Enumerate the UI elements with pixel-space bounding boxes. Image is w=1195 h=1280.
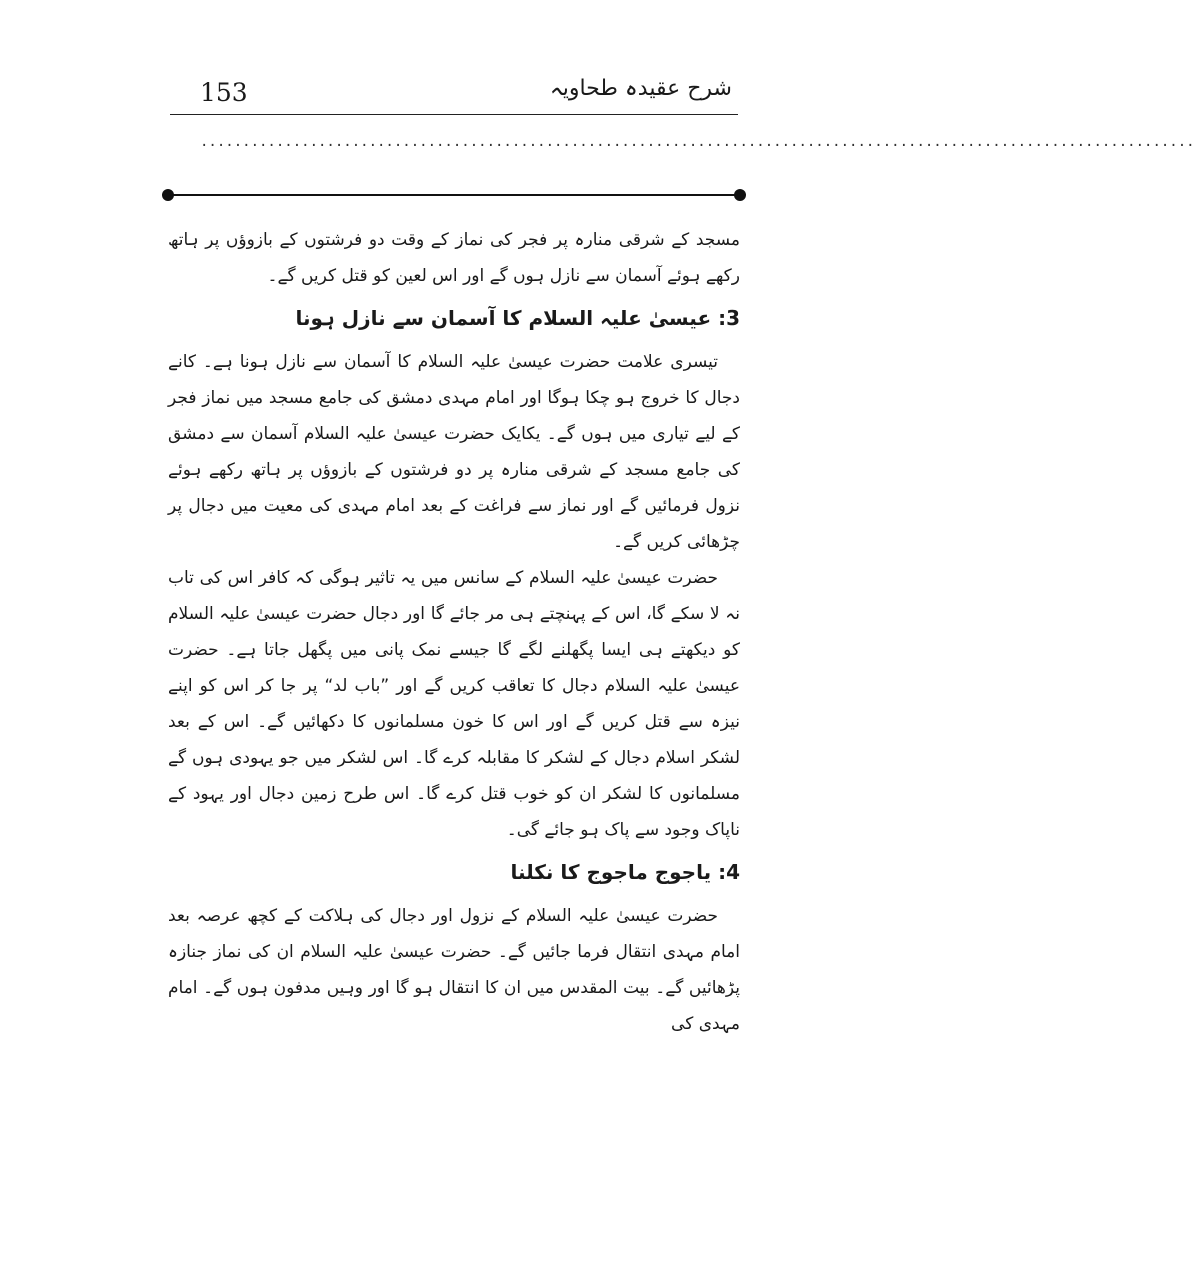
page-header xyxy=(170,72,738,115)
page-number: 153 xyxy=(200,78,248,107)
paragraph-4: حضرت عیسیٰ علیہ السلام کے نزول اور دجال کی ہلاکت کے کچھ عرصہ بعد امام مہدی انتقال فرما جائیں گے۔ حضرت عیسیٰ علیہ السلام ان کی نماز جنازہ پڑھائیں گے۔ بیت المقدس میں ان کا انتقال ہو گا اور وہیں مدفون ہوں گے۔ امام مہدی کی xyxy=(168,906,740,1034)
paragraph-3: حضرت عیسیٰ علیہ السلام کے سانس میں یہ تاثیر ہوگی کہ کافر اس کی تاب نہ لا سکے گا، اس کے پہنچتے ہی مر جائے گا اور دجال حضرت عیسیٰ علیہ السلام کو دیکھتے ہی ایسا پگھلنے لگے گا جیسے نمک پانی میں پگھل جاتا ہے۔ حضرت عیسیٰ علیہ السلام دجال کا تعاقب کریں گے اور ”باب لد“ پر جا کر اس کو اپنے نیزہ سے قتل کریں گے اور اس کا خون مسلمانوں کا دکھائیں گے۔ اس کے بعد لشکر اسلام دجال کے لشکر کا مقابلہ کرے گا۔ اس لشکر میں جو یہودی ہوں گے مسلمانوں کا لشکر ان کو خوب قتل کرے گا۔ اس طرح زمین دجال اور یہود کے ناپاک وجود سے پاک ہو جائے گی۔ xyxy=(168,568,740,840)
section-heading-3: 3: عیسیٰ علیہ السلام کا آسمان سے نازل ہونا xyxy=(295,306,740,330)
paragraph-2: تیسری علامت حضرت عیسیٰ علیہ السلام کا آسمان سے نازل ہونا ہے۔ کانے دجال کا خروج ہو چکا ہوگا اور امام مہدی دمشق کی جامع مسجد میں نماز فجر کے لیے تیاری میں ہوں گے۔ یکایک حضرت عیسیٰ علیہ السلام آسمان سے دمشق کی جامع مسجد کے شرقی منارہ پر دو فرشتوں کے بازوؤں پر ہاتھ رکھے ہوئے نزول فرمائیں گے اور نماز سے فراغت کے بعد امام مہدی کی معیت میں دجال پر چڑھائی کریں گے۔ xyxy=(168,352,740,552)
running-title: شرح عقیدہ طحاویہ xyxy=(549,76,732,101)
dotted-separator: ...................................................................................................................... xyxy=(200,134,1195,150)
page-body xyxy=(168,222,740,1042)
ornamental-rule xyxy=(168,194,740,196)
section-heading-4: 4: یاجوج ماجوج کا نکلنا xyxy=(510,860,740,884)
paragraph-1: مسجد کے شرقی منارہ پر فجر کی نماز کے وقت دو فرشتوں کے بازوؤں پر ہاتھ رکھے ہوئے آسمان سے نازل ہوں گے اور اس لعین کو قتل کریں گے۔ xyxy=(168,230,740,286)
